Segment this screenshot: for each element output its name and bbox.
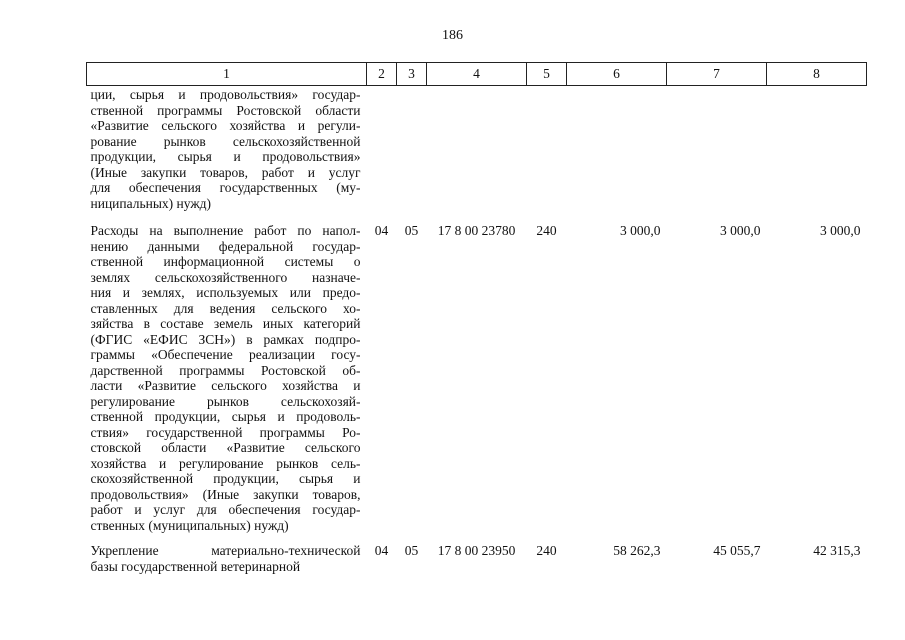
row-vr <box>527 86 567 218</box>
description-line: ственной программы Ростовской области <box>90 102 361 118</box>
row-rz: 04 <box>374 223 389 238</box>
description-line: Укрепление материально-технической <box>90 543 361 558</box>
row-value-col7 <box>667 86 767 218</box>
row-value-col6 <box>567 86 667 218</box>
description-line: скохозяйственной продукции, сырья и <box>90 471 361 486</box>
row-pr: 05 <box>404 223 419 238</box>
header-col-7: 7 <box>667 63 767 86</box>
row-value-col8: 42 315,3 <box>813 543 861 558</box>
description-line: хозяйства и регулирование рынков сель- <box>90 455 361 471</box>
description-line: рование рынков сельскохозяйственной <box>90 133 361 149</box>
row-rz: 04 <box>374 543 389 558</box>
header-col-1: 1 <box>87 63 367 86</box>
description-line: регулирование рынков сельскохозяй- <box>90 393 361 409</box>
description-line: продукции, сырья и продовольствия» <box>90 149 361 164</box>
row-pr: 05 <box>404 543 419 558</box>
description-line: ния и землях, используемых или предо- <box>90 285 361 300</box>
row-rz <box>367 86 397 218</box>
description-line: ственных (муниципальных) нужд) <box>90 517 289 533</box>
description-line: стовской области «Развитие сельского <box>90 440 361 455</box>
description-line: базы государственной ветеринарной <box>90 558 301 574</box>
row-value-col7: 3 000,0 <box>720 223 761 238</box>
row-description <box>87 86 367 218</box>
description-line: зяйства в составе земель иных категорий <box>90 316 361 331</box>
table-row <box>87 86 867 218</box>
table-row <box>87 539 867 574</box>
row-vr: 240 <box>536 543 557 558</box>
row-value-col6: 58 262,3 <box>613 543 661 558</box>
row-description <box>87 539 367 574</box>
description-line: ственной продукции, сырья и продоволь- <box>90 409 361 424</box>
header-col-8: 8 <box>767 63 867 86</box>
row-vr: 240 <box>536 223 557 238</box>
description-line: «Развитие сельского хозяйства и регули- <box>90 118 361 133</box>
header-col-4: 4 <box>427 63 527 86</box>
description-line: ласти «Развитие сельского хозяйства и <box>90 378 361 393</box>
description-line: граммы «Обеспечение реализации госу- <box>90 347 361 362</box>
table-row <box>87 217 867 539</box>
page-number: 186 <box>442 28 463 43</box>
description-line: для обеспечения государственных (му- <box>90 180 361 195</box>
header-col-6: 6 <box>567 63 667 86</box>
description-line: землях сельскохозяйственного назначе- <box>90 269 361 285</box>
description-line: Расходы на выполнение работ по напол- <box>90 223 361 238</box>
budget-table <box>86 62 867 574</box>
description-line: (Иные закупки товаров, работ и услуг <box>90 164 361 180</box>
description-line: ции, сырья и продовольствия» государ- <box>90 87 361 102</box>
description-line: ствия» государственной программы Ро- <box>90 424 361 440</box>
row-csr: 17 8 00 23780 <box>437 223 516 238</box>
description-line: ственной информационной системы о <box>90 254 361 269</box>
description-line: дарственной программы Ростовской об- <box>90 362 361 378</box>
row-csr <box>427 86 527 218</box>
row-value-col8: 3 000,0 <box>820 223 861 238</box>
description-line: ниципальных) нужд) <box>90 195 212 211</box>
row-description <box>87 217 367 539</box>
description-line: работ и услуг для обеспечения государ- <box>90 502 361 517</box>
header-col-3: 3 <box>397 63 427 86</box>
description-line: продовольствия» (Иные закупки товаров, <box>90 486 361 502</box>
row-csr: 17 8 00 23950 <box>437 543 516 558</box>
description-line: ставленных для ведения сельского хо- <box>90 300 361 316</box>
header-col-2: 2 <box>367 63 397 86</box>
row-value-col7: 45 055,7 <box>713 543 761 558</box>
row-value-col6: 3 000,0 <box>620 223 661 238</box>
row-value-col8 <box>767 86 867 218</box>
description-line: (ФГИС «ЕФИС ЗСН») в рамках подпро- <box>90 331 361 347</box>
description-line: нению данными федеральной государ- <box>90 238 361 254</box>
header-col-5: 5 <box>527 63 567 86</box>
table-header-row <box>87 63 867 86</box>
row-pr <box>397 86 427 218</box>
